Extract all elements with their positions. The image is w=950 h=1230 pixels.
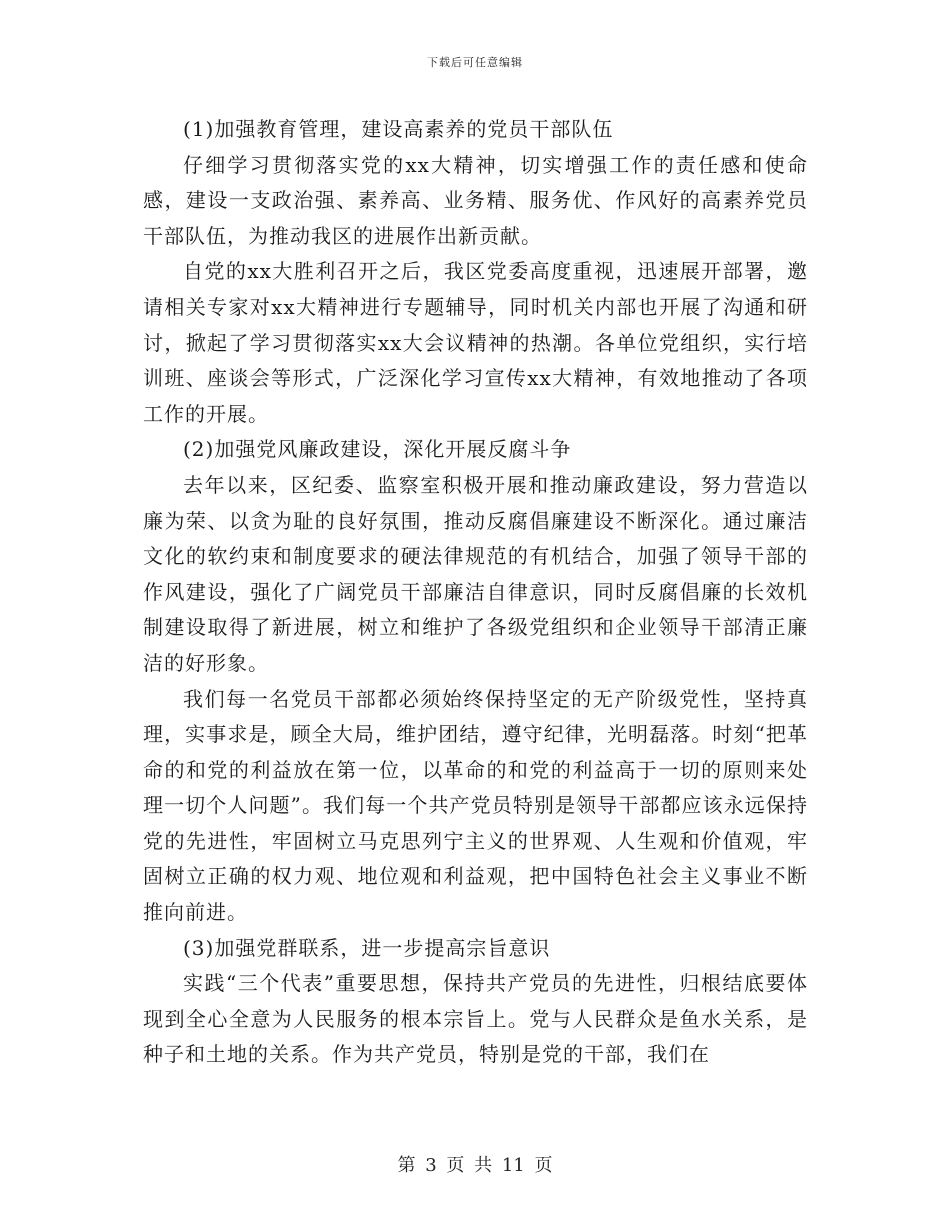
page-header-note: 下载后可任意编辑 <box>427 56 523 69</box>
section-heading-1: (1)加强教育管理，建设高素养的党员干部队伍 <box>183 117 614 141</box>
paragraph: 实践“三个代表”重要思想，保持共产党员的先进性，归根结底要体现到全心全意为人民服务的根本宗旨上。党与人民群众是鱼水关系，是种子和土地的关系。作为共产党员，特别是党的干部，我们在 <box>143 971 808 1067</box>
paragraph: 自党的xx大胜利召开之后，我区党委高度重视，迅速展开部署，邀请相关专家对xx大精神进行专题辅导，同时机关内部也开展了沟通和研讨，掀起了学习贯彻落实xx大会议精神的热潮。各单位党组织，实行培训班、座谈会等形式，广泛深化学习宣传xx大精神，有效地推动了各项工作的开展。 <box>143 259 808 426</box>
paragraph: 仔细学习贯彻落实党的xx大精神，切实增强工作的责任感和使命感，建设一支政治强、素养高、业务精、服务优、作风好的高素养党员干部队伍，为推动我区的进展作出新贡献。 <box>143 152 808 248</box>
document-body <box>143 112 808 1073</box>
page-number: 第 3 页 共 11 页 <box>397 1155 553 1176</box>
section-heading-2: (2)加强党风廉政建设，深化开展反腐斗争 <box>183 437 572 462</box>
section-heading-3: (3)加强党群联系，进一步提高宗旨意识 <box>183 935 551 960</box>
paragraph: 去年以来，区纪委、监察室积极开展和推动廉政建设，努力营造以廉为荣、以贪为耻的良好氛围，推动反腐倡廉建设不断深化。通过廉洁文化的软约束和制度要求的硬法律规范的有机结合，加强了领导干部的作风建设，强化了广阔党员干部廉洁自律意识，同时反腐倡廉的长效机制建设取得了新进展，树立和维护了各级党组织和企业领导干部清正廉洁的好形象。 <box>143 472 808 675</box>
paragraph: 我们每一名党员干部都必须始终保持坚定的无产阶级党性，坚持真理，实事求是，顾全大局，维护团结，遵守纪律，光明磊落。时刻“把革命的和党的利益放在第一位，以革命的和党的利益高于一切的原则来处理一切个人问题”。我们每一个共产党员特别是领导干部都应该永远保持党的先进性，牢固树立马克思列宁主义的世界观、人生观和价值观，牢固树立正确的权力观、地位观和利益观，把中国特色社会主义事业不断推向前进。 <box>143 686 808 925</box>
